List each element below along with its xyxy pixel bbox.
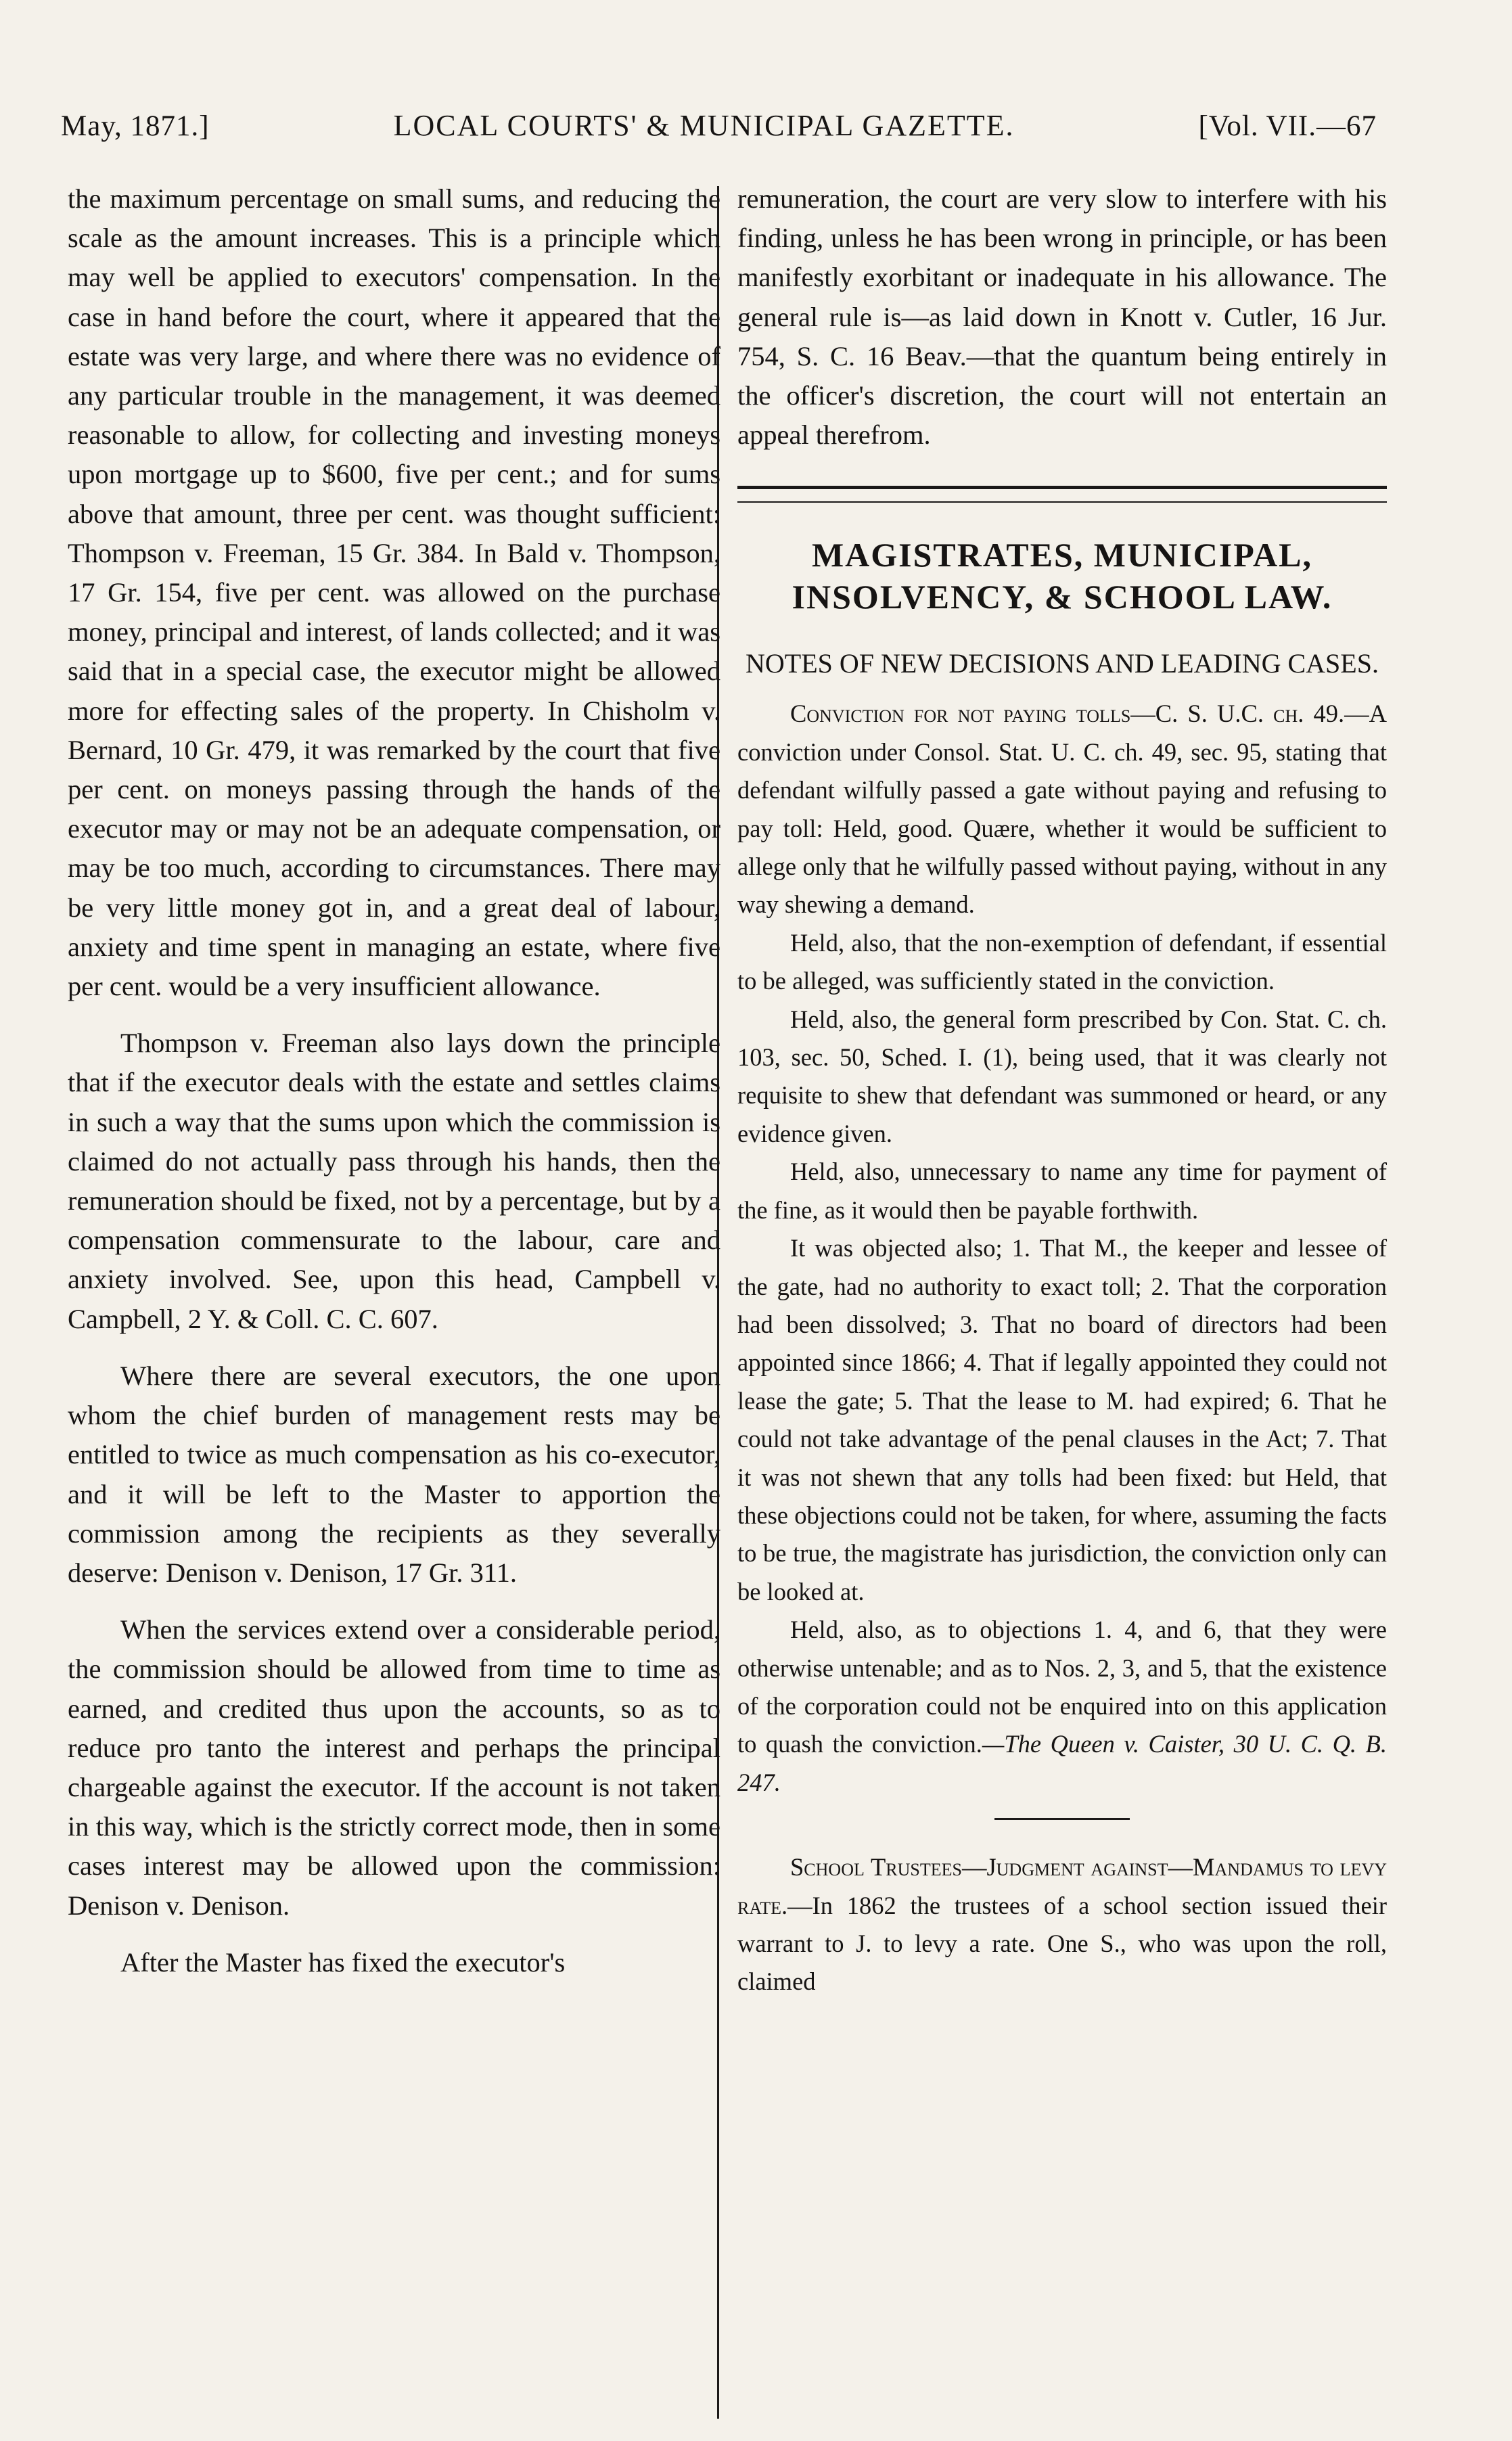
- case-1-citation: —The Queen v. Caister, 30 U. C. Q. B. 247.: [737, 1730, 1387, 1796]
- case-1-body: —A conviction under Consol. Stat. U. C. ch. 49, sec. 95, stating that defendant wilfully passed a gate without paying and refusing to pay toll: Held, good. Quære, whether it would be sufficient to allege only that he wilfully passed without paying, without in any way shewing a demand.: [737, 700, 1387, 919]
- header-volume-page: [Vol. VII.—67: [1198, 110, 1377, 142]
- case-1-paragraph-2: Held, also, that the non-exemption of defendant, if essential to be alleged, was sufficiently stated in the conviction.: [737, 928, 1387, 995]
- left-paragraph-4: When the services extend over a considerable period, the commission should be allowed from time to time as earned, and credited thus upon the accounts, so as to reduce pro tanto the interest and perhaps the principal chargeable against the executor. If the account is not taken in this way, which is the strictly correct mode, then in some cases interest may be allowed upon the commission: Denison v. Denison.: [68, 1614, 720, 1921]
- case-2: [737, 1848, 1387, 2001]
- running-header: [61, 108, 1377, 143]
- left-paragraph-1: the maximum percentage on small sums, and reducing the scale as the amount increases. This is a principle which may well be applied to executors' compensation. In the case in hand before the court, where it appeared that the estate was very large, and where there was no evidence of any particular trouble in the management, it was deemed reasonable to allow, for collecting and investing moneys upon mortgage up to $600, five per cent.; and for sums above that amount, three per cent. was thought sufficient: Thompson v. Freeman, 15 Gr. 384. In Bald v. Thompson, 17 Gr. 154, five per cent. was allowed on the purchase money, principal and interest, of lands collected; and it was said that in a special case, the executor might be allowed more for effecting sales of the property. In Chisholm v. Bernard, 10 Gr. 479, it was remarked by the court that five per cent. on moneys passing through the hands of the executor may or may not be an adequate compensation, or may be too much, according to circumstances. There may be very little money got in, and a great deal of labour, anxiety and time spent in managing an estate, where five per cent. would be a very insufficient allowance.: [68, 183, 720, 1002]
- case-1-paragraph-6: Held, also, as to objections 1. 4, and 6, that they were otherwise untenable; and as to Nos. 2, 3, and 5, that the existence of the corporation could not be enquired into on this application to quash the conviction.: [737, 1616, 1387, 1758]
- case-2-body: —In 1862 the trustees of a school section issued their warrant to J. to levy a rate. One S., who was upon the roll, claimed: [737, 1891, 1387, 1996]
- sub-heading: NOTES OF NEW DECISIONS AND LEADING CASES.: [746, 648, 1379, 679]
- case-1-paragraph-5: It was objected also; 1. That M., the keeper and lessee of the gate, had no authority to exact toll; 2. That the corporation had been dissolved; 3. That no board of directors had been appointed since 1866; 4. That if legally appointed they could not lease the gate; 5. That the lease to M. had expired; 6. That he could not take advantage of the penal clauses in the Act; 7. That it was not shewn that any tolls had been fixed: but Held, that these objections could not be taken, for where, assuming the facts to be true, the magistrate has jurisdiction, the conviction only can be looked at.: [737, 1234, 1387, 1605]
- case-1: [737, 695, 1387, 1802]
- case-2-title: School Trustees—Judgment against—Mandamus to levy rate.: [737, 1853, 1387, 1919]
- case-1-paragraph-4: Held, also, unnecessary to name any time for payment of the fine, as it would then be payable forthwith.: [737, 1158, 1387, 1224]
- left-paragraph-5: After the Master has fixed the executor's: [120, 1946, 566, 1978]
- left-paragraph-2: Thompson v. Freeman also lays down the principle that if the executor deals with the estate and settles claims in such a way that the sums upon which the commission is claimed do not actually pass through his hands, then the remuneration should be fixed, not by a percentage, but by a compensation commensurate to the labour, care and anxiety involved. See, upon this head, Campbell v. Campbell, 2 Y. & Coll. C. C. 607.: [68, 1028, 720, 1334]
- section-heading: MAGISTRATES, MUNICIPAL, INSOLVENCY, & SCHOOL LAW.: [792, 536, 1333, 616]
- right-paragraph-1: remuneration, the court are very slow to interfere with his finding, unless he has been wrong in principle, or has been manifestly exorbitant or inadequate in his allowance. The general rule is—as laid down in Knott v. Cutler, 16 Jur. 754, S. C. 16 Beav.—that the quantum being entirely in the officer's discretion, the court will not entertain an appeal therefrom.: [737, 183, 1387, 451]
- case-separator-rule: [994, 1818, 1130, 1820]
- header-date: May, 1871.]: [61, 110, 210, 142]
- right-column: [737, 179, 1387, 2001]
- header-publication-title: LOCAL COURTS' & MUNICIPAL GAZETTE.: [393, 109, 1015, 142]
- section-double-rule: [737, 486, 1387, 503]
- left-paragraph-3: Where there are several executors, the one upon whom the chief burden of management rests may be entitled to twice as much compensation as his co-executor, and it will be left to the Master to apportion the commission among the recipients as they severally deserve: Denison v. Denison, 17 Gr. 311.: [68, 1360, 720, 1588]
- case-1-title: Conviction for not paying tolls—C. S. U.C. ch. 49.: [790, 700, 1345, 728]
- case-1-paragraph-3: Held, also, the general form prescribed by Con. Stat. C. ch. 103, sec. 50, Sched. I. (1), being used, that it was clearly not requisite to shew that defendant was summoned or heard, or any evidence given.: [737, 1005, 1387, 1147]
- left-column: [68, 179, 720, 1982]
